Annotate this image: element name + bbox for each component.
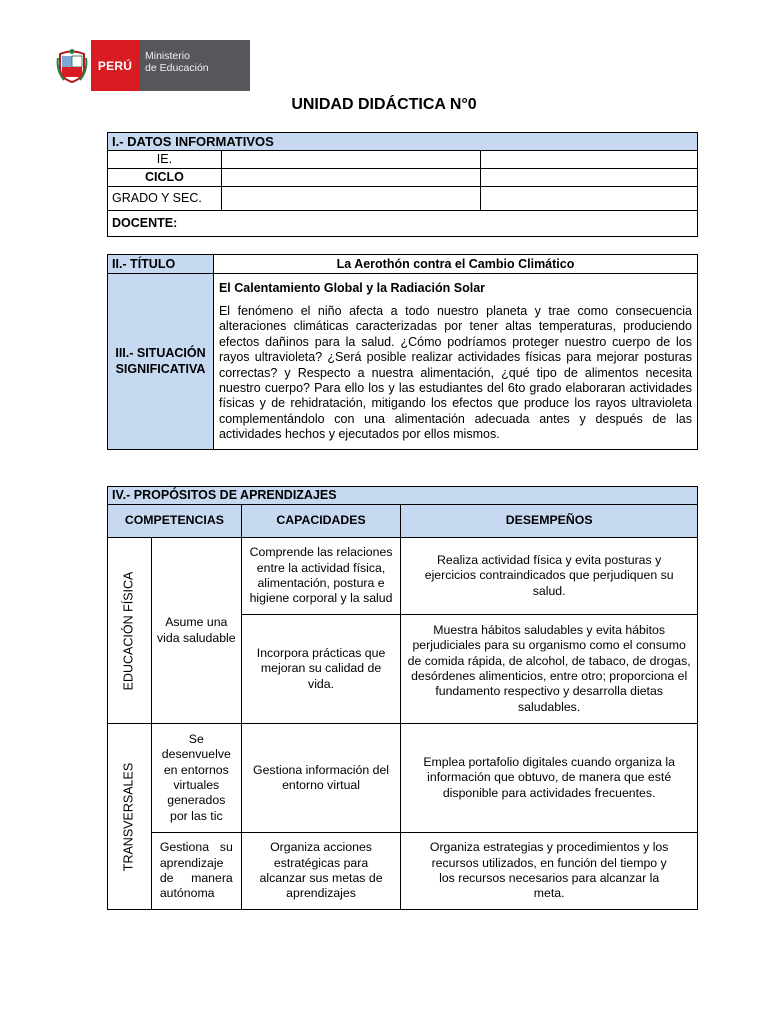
titulo-label: II.- TÍTULO <box>108 255 214 274</box>
desempeno-cell: Muestra hábitos saludables y evita hábitos perjudiciales para su organismo como el consumo de comida rápida, de alcohol, de tabaco, de drogas, desórdenes alimenticios, entre otro; proporciona el fundamento respectivo y desarrolla dietas saludables. <box>401 615 698 724</box>
docente-label: DOCENTE: <box>108 211 698 237</box>
competencia-vida-saludable: Asume una vida saludable <box>151 538 241 724</box>
situacion-label: III.- SITUACIÓN SIGNIFICATIVA <box>108 274 214 450</box>
area-educacion-fisica <box>108 538 152 724</box>
propositos-section-title: IV.- PROPÓSITOS DE APRENDIZAJES <box>108 487 698 505</box>
capacidad-cell: Gestiona información del entorno virtual <box>241 724 401 833</box>
logo-ministry <box>139 40 209 91</box>
datos-section-title: I.- DATOS INFORMATIVOS <box>108 133 698 151</box>
situacion-heading: El Calentamiento Global y la Radiación Solar <box>218 281 486 295</box>
ie-value-cell <box>221 151 481 169</box>
grado-label: GRADO Y SEC. <box>108 187 222 211</box>
titulo-situacion-table <box>107 254 698 450</box>
capacidad-cell: Incorpora prácticas que mejoran su calidad de vida. <box>241 615 401 724</box>
capacidad-cell: Comprende las relaciones entre la actividad física, alimentación, postura e higiene corporal y la salud <box>241 538 401 615</box>
header-desempenos: DESEMPEÑOS <box>401 505 698 538</box>
ciclo-extra-cell <box>481 169 698 187</box>
grado-value-cell <box>221 187 481 211</box>
situacion-content <box>213 274 697 450</box>
desempeno-cell: Organiza estrategias y procedimientos y los recursos utilizados, en función del tiempo y los recursos necesarios para alcanzar la meta. <box>401 833 698 910</box>
area-transversales-label: TRANSVERSALES <box>121 762 136 871</box>
header-capacidades: CAPACIDADES <box>241 505 401 538</box>
capacidad-cell: Organiza acciones estratégicas para alcanzar sus metas de aprendizajes <box>241 833 401 910</box>
ie-label: IE. <box>108 151 222 169</box>
header-competencias: COMPETENCIAS <box>108 505 242 538</box>
desempeno-cell: Realiza actividad física y evita posturas y ejercicios contraindicados que perjudiquen su salud. <box>401 538 698 615</box>
area-transversales <box>108 724 152 910</box>
competencia-entornos-virtuales: Se desenvuelve en entornos virtuales generados por las tic <box>151 724 241 833</box>
datos-informativos-table <box>107 132 698 237</box>
logo-country: PERÚ <box>91 40 139 91</box>
competencia-aprendizaje-autonomo: Gestiona su aprendizaje de manera autónoma <box>151 833 241 910</box>
logo-ministry-line1: Ministerio <box>145 50 190 62</box>
ministry-logo <box>52 40 250 91</box>
titulo-value: La Aerothón contra el Cambio Climático <box>213 255 697 274</box>
grado-extra-cell <box>481 187 698 211</box>
desempeno-cell: Emplea portafolio digitales cuando organiza la información que obtuvo, de manera que esté disponible para actividades frecuentes. <box>401 724 698 833</box>
ciclo-value-cell <box>221 169 481 187</box>
logo-ministry-line2: de Educación <box>145 62 209 74</box>
propositos-table <box>107 486 698 910</box>
document-title: UNIDAD DIDÁCTICA N°0 <box>291 96 477 113</box>
seal-icon <box>52 40 91 91</box>
situacion-text: El fenómeno el niño afecta a todo nuestro planeta y trae como consecuencia alteraciones climáticas caracterizadas por tener altas temperaturas, produciendo efectos dañinos para la salud. ¿Cómo podríamos proteger nuestro cuerpo de los rayos ultravioleta? ¿Será posible realizar actividades físicas para mejorar posturas correctas? y Respecto a nuestra alimentación, ¿qué tipo de alimentos necesita nuestro cuerpo? Para ello los y las estudiantes del 6to grado elaboraran actividades físicas y de rehidratación, mitigando los efectos que produce los rayos ultravioleta complementándolo con una alimentación adecuada antes y después de las actividades hechos y ejecutados por ellos mismos. <box>218 304 692 442</box>
area-educacion-fisica-label: EDUCACIÓN FÍSICA <box>121 571 136 690</box>
ie-extra-cell <box>481 151 698 169</box>
ciclo-label: CICLO <box>108 169 222 187</box>
